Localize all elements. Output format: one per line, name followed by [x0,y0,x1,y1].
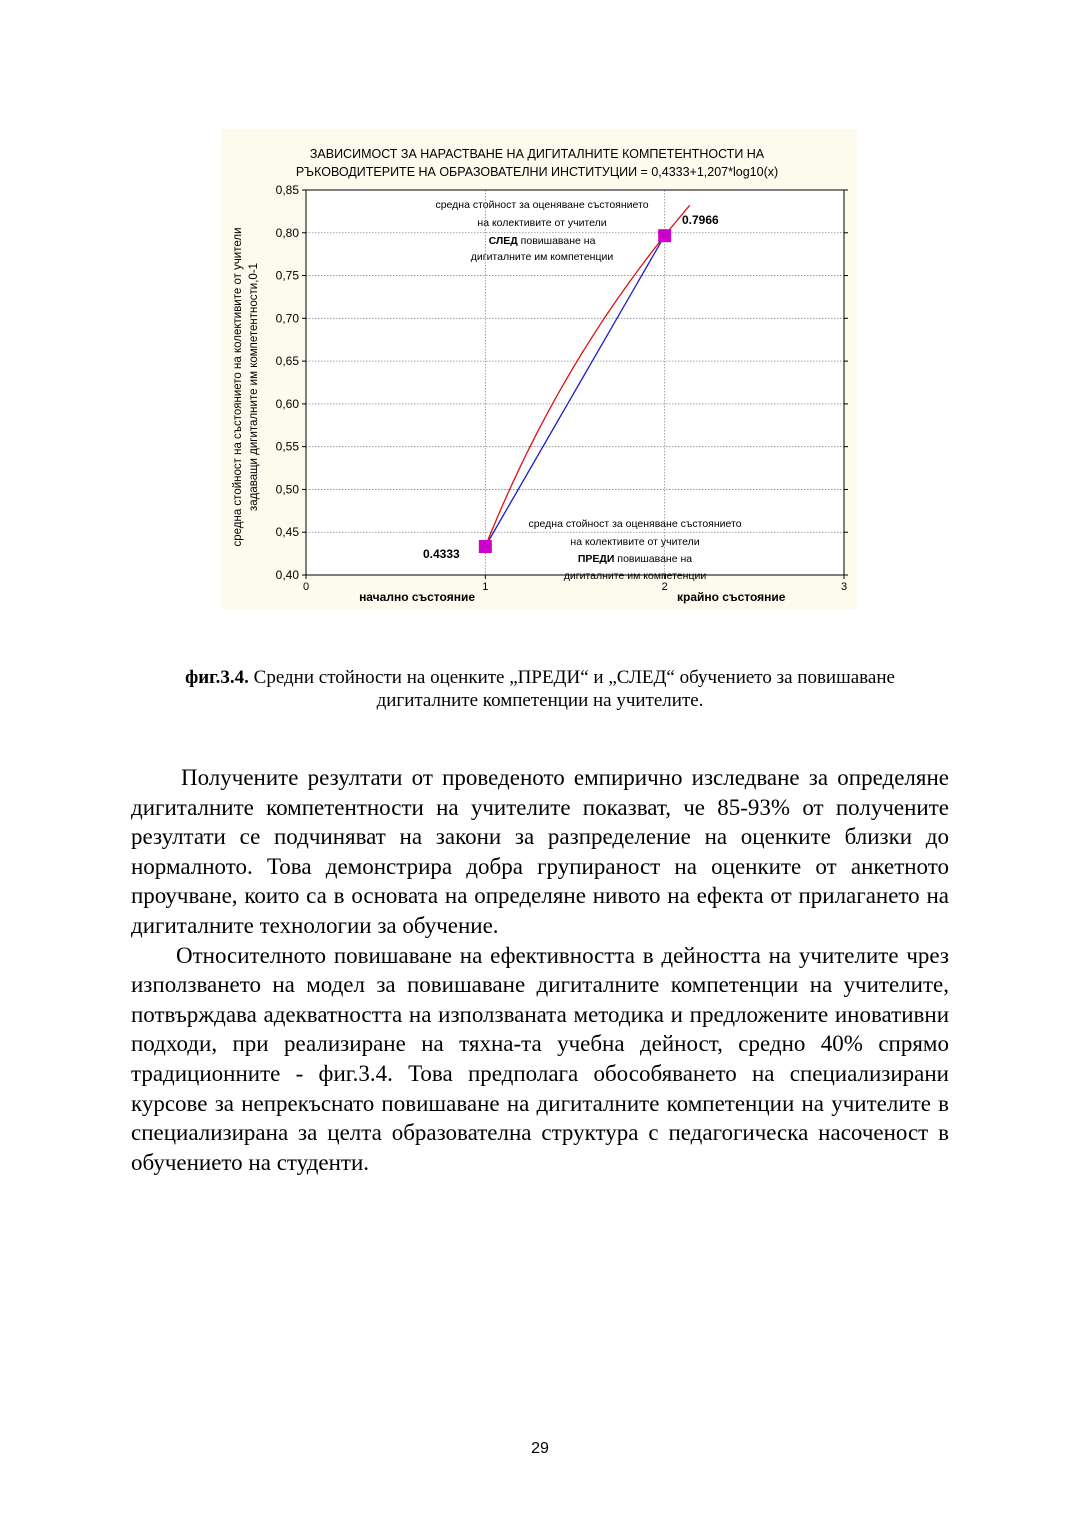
caption-label: фиг.3.4. [185,667,249,688]
y-tick-label: 0,75 [275,268,299,283]
annotation-after-keyword: СЛЕД [488,235,518,247]
point-label-after: 0.7966 [682,213,719,227]
y-tick-label: 0,60 [275,396,299,411]
annotation-before-line4: дигиталните им компетенции [563,570,707,582]
paragraph-1: Получените резултати от проведеното емпирично изследване за определяне дигиталните компетентности на учителите показват, че 85-93% от получените резултати се подчиняват на закони за разпределение на оценките близки до нормалното. Това демонстрира добра групираност на оценките от анкетното проучване, които са в основата на определяне нивото на ефекта от прилагането на дигиталните технологии за обучение. [131,765,949,938]
annotation-before-line1: средна стойност за оценяване състоянието [528,518,742,530]
annotation-before-line3: повишаване на [614,553,693,565]
x-category-label-start: начално състояние [359,590,475,604]
x-tick-label: 1 [482,581,489,593]
chart-title-line1: ЗАВИСИМОСТ ЗА НАРАСТВАНЕ НА ДИГИТАЛНИТЕ КОМПЕТЕНТНОСТИ НА [309,147,765,161]
chart-figure [221,129,857,609]
data-point-marker-1 [479,540,492,553]
body-text [131,763,949,1177]
y-tick-label: 0,80 [275,225,299,240]
y-tick-label: 0,70 [275,311,299,326]
annotation-after-line1: средна стойност за оценяване състоянието [435,199,649,211]
chart-svg [221,129,857,609]
annotation-before-line2: на колективите от учители [570,536,700,548]
caption-text-line2: дигиталните компетенции на учителите. [376,690,704,711]
x-tick-label: 0 [302,581,310,593]
y-axis-label-line2: задаващи дигиталните им компетентности,0-1 [248,262,260,512]
x-tick-label: 3 [840,581,848,593]
data-point-marker-2 [658,229,671,242]
y-tick-label: 0,55 [275,439,299,454]
paragraph-2: Относителното повишаване на ефективността в дейността на учителите чрез използването на модел за повишаване дигиталните компетенции на учителите, потвърждава адекватността на използваната методика и предложените иновативни подходи, при реализиране на тяхна-та учебна дейност, средно 40% спрямо традиционните - фиг.3.4. Това предполага обособяването на специализирани курсове за непрекъснато повишаване на дигиталните компетенции на учителите в специализирана за целта образователна структура с педагогическа насоченост в обучението на студенти. [131,942,949,1175]
chart-title-line2: РЪКОВОДИТЕРИТЕ НА ОБРАЗОВАТЕЛНИ ИНСТИТУЦИИ = 0,4333+1,207*log10(x) [295,165,779,179]
x-category-label-end: крайно състояние [677,590,786,604]
svg-text:СЛЕД повишаване на [489,235,596,247]
page-number: 29 [531,1440,549,1457]
svg-text:ПРЕДИ повишаване на [578,553,692,565]
annotation-before-keyword: ПРЕДИ [577,553,615,565]
y-tick-label: 0,65 [275,354,299,369]
x-tick-label: 2 [661,581,668,593]
figure-caption [120,666,960,712]
y-tick-label: 0,50 [275,482,299,497]
y-tick-label: 0,85 [275,183,299,197]
y-tick-label: 0,40 [275,568,299,582]
caption-text-line1: Средни стойности на оценките „ПРЕДИ“ и „СЛЕД“ обучението за повишаване [248,667,895,688]
y-axis-label-line1: средна стойност на състоянието на колективите от учители [232,227,244,547]
annotation-after-line3: повишаване на [517,235,596,247]
annotation-after-line2: на колективите от учители [477,217,607,229]
point-label-before: 0.4333 [423,547,460,561]
y-tick-label: 0,45 [275,525,299,540]
annotation-after-line4: дигиталните им компетенции [470,251,614,263]
